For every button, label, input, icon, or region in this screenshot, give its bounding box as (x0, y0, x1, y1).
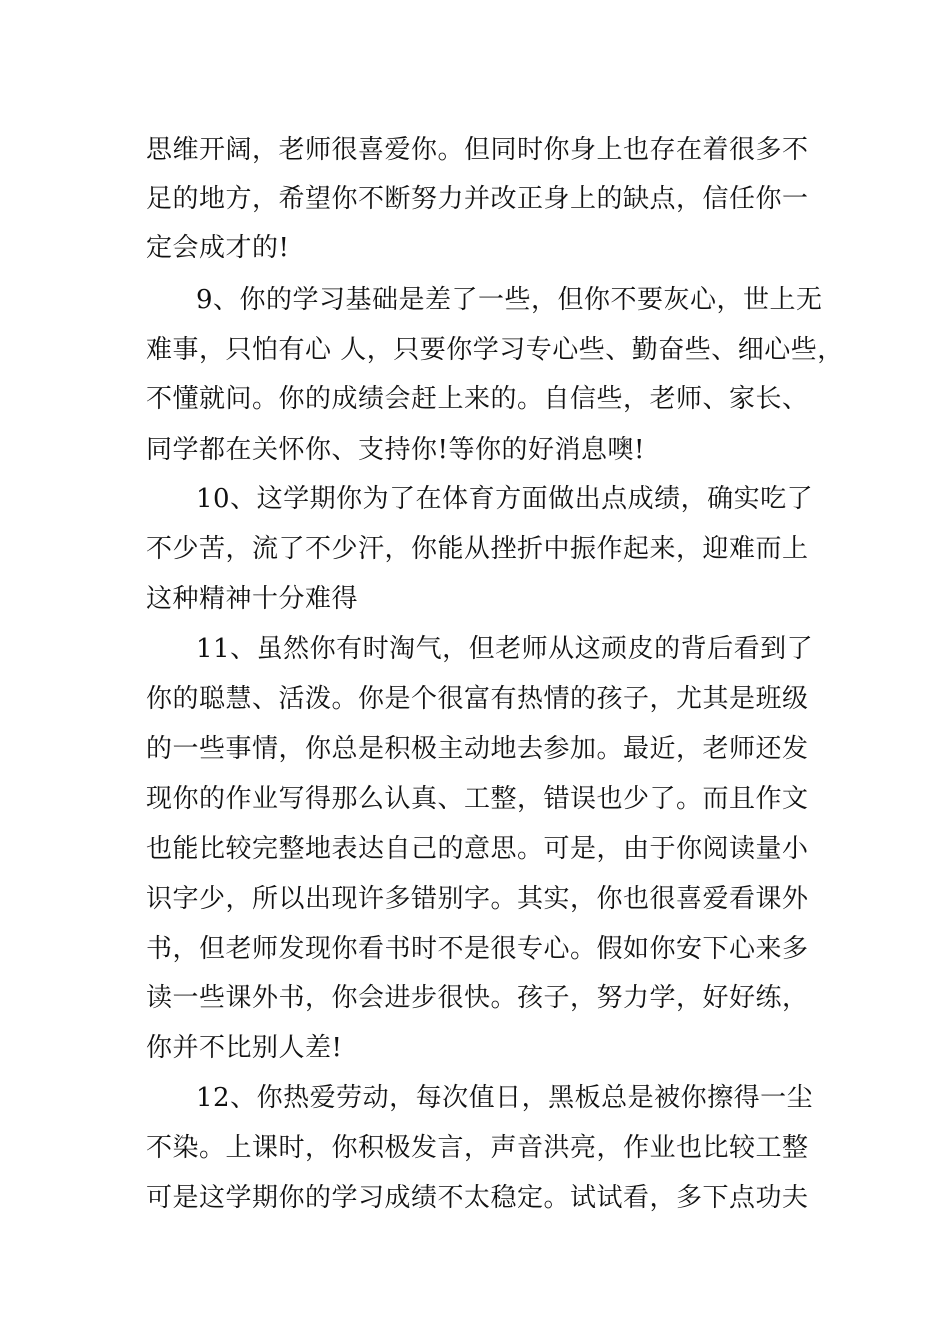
paragraph-11-start: 11、虽然你有时淘气，但老师从这顽皮的背后看到了 (196, 634, 814, 664)
text-line: 这种精神十分难得 (146, 584, 359, 614)
text-line: 同学都在关怀你、支持你!等你的好消息噢! (146, 435, 645, 465)
text-line: 足的地方，希望你不断努力并改正身上的缺点，信任你一 (146, 184, 809, 214)
text-line: 的一些事情，你总是积极主动地去参加。最近，老师还发 (146, 734, 809, 764)
text-line: 不染。上课时，你积极发言，声音洪亮，作业也比较工整 (146, 1133, 809, 1163)
paragraph-10-start: 10、这学期你为了在体育方面做出点成绩，确实吃了 (196, 484, 814, 514)
text-line: 可是这学期你的学习成绩不太稳定。试试看，多下点功夫 (146, 1183, 809, 1213)
text-line: 读一些课外书，你会进步很快。孩子，努力学，好好练， (146, 983, 809, 1013)
text-line: 也能比较完整地表达自己的意思。可是，由于你阅读量小 (146, 834, 809, 864)
text-line: 难事，只怕有心 人，只要你学习专心些、勤奋些、细心些， (146, 335, 844, 365)
paragraph-12-start: 12、你热爱劳动，每次值日，黑板总是被你擦得一尘 (196, 1083, 814, 1113)
text-line: 你的聪慧、活泼。你是个很富有热情的孩子，尤其是班级 (146, 684, 809, 714)
text-line: 不懂就问。你的成绩会赶上来的。自信些，老师、家长、 (146, 384, 809, 414)
text-line: 现你的作业写得那么认真、工整，错误也少了。而且作文 (146, 784, 809, 814)
text-line: 书，但老师发现你看书时不是很专心。假如你安下心来多 (146, 934, 809, 964)
text-line: 不少苦，流了不少汗，你能从挫折中振作起来，迎难而上 (146, 534, 809, 564)
text-line: 你并不比别人差! (146, 1033, 343, 1063)
text-line: 识字少，所以出现许多错别字。其实，你也很喜爱看课外 (146, 884, 809, 914)
text-line: 思维开阔，老师很喜爱你。但同时你身上也存在着很多不 (146, 135, 809, 165)
paragraph-9-start: 9、你的学习基础是差了一些，但你不要灰心，世上无 (196, 285, 823, 315)
text-line: 定会成才的! (146, 233, 290, 263)
